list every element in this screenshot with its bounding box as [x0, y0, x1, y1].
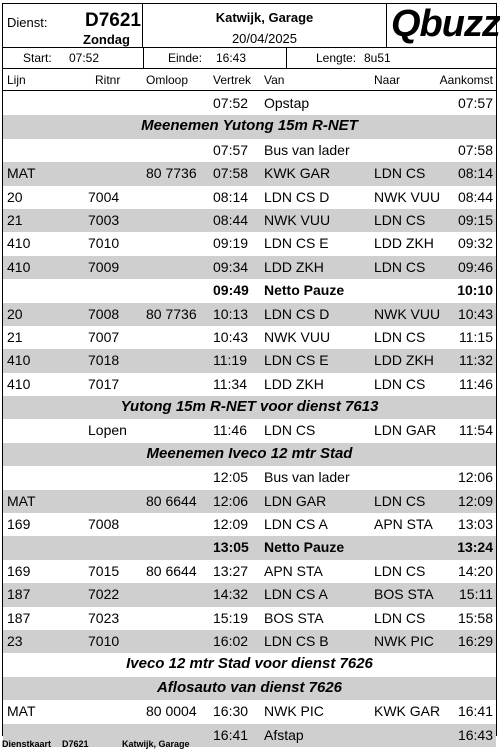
cell-naar: LDN CS: [374, 328, 426, 345]
table-row: [3, 560, 496, 583]
cell-ritnr: 7023: [88, 609, 120, 626]
cell-aankomst: 11:15: [459, 328, 493, 345]
cell-aankomst: 15:11: [459, 586, 493, 603]
section-row: [3, 396, 496, 419]
logo-cell: [387, 3, 500, 47]
cell-vertrek: 14:32: [213, 586, 249, 603]
lengte-value: 8u51: [364, 51, 391, 65]
cell-vertrek: 08:14: [213, 188, 249, 205]
col-lijn: Lijn: [7, 73, 26, 87]
cell-lijn: 410: [7, 235, 31, 252]
cell-van: LDN CS A: [264, 516, 328, 533]
pause-row: [3, 279, 496, 302]
table-row: [3, 303, 496, 326]
einde-label: Einde:: [168, 51, 203, 65]
cell-omloop: 80 7736: [146, 165, 197, 182]
cell-van: NWK VUU: [264, 328, 331, 345]
cell-van: Bus van lader: [264, 141, 350, 158]
date: 20/04/2025: [231, 31, 298, 46]
dienst-day: Zondag: [83, 32, 130, 47]
col-van: Van: [264, 73, 285, 87]
cell-van: LDN CS: [264, 422, 316, 439]
cell-aankomst: 08:44: [457, 188, 493, 205]
cell-vertrek: 13:27: [213, 562, 249, 579]
cell-lijn: 169: [7, 562, 31, 579]
cell-aankomst: 07:57: [457, 95, 493, 111]
cell-vertrek: 10:43: [213, 328, 249, 345]
cell-van: KWK GAR: [264, 165, 331, 182]
cell-naar: LDN CS: [374, 562, 426, 579]
location-cell: [143, 4, 387, 47]
duty-cell: [3, 4, 143, 47]
cell-naar: NWK VUU: [374, 188, 441, 205]
cell-ritnr: 7008: [88, 516, 120, 533]
table-row: [3, 232, 496, 255]
col-vertrek: Vertrek: [213, 73, 252, 87]
cell-naar: LDN CS: [374, 492, 426, 509]
cell-vertrek: 12:05: [213, 469, 249, 486]
section-row: [3, 653, 496, 676]
section-title: Meenemen Yutong 15m R-NET: [141, 117, 358, 135]
cell-vertrek: 11:19: [213, 352, 247, 369]
table-row: [3, 583, 496, 606]
cell-vertrek: 07:52: [213, 95, 249, 111]
cell-aankomst: 10:43: [457, 305, 493, 322]
cell-vertrek: 12:09: [213, 516, 249, 533]
cell-naar: NWK PIC: [374, 632, 434, 649]
cell-van: Opstap: [264, 95, 310, 111]
cell-aankomst: 12:06: [457, 469, 493, 486]
section-row: [3, 677, 496, 700]
cell-vertrek: 07:58: [213, 165, 249, 182]
column-headers: [3, 69, 496, 91]
cell-lijn: 21: [7, 211, 23, 228]
cell-ritnr: 7008: [88, 305, 120, 322]
start-value: 07:52: [69, 51, 100, 65]
footer-title: Dienstkaart: [2, 739, 52, 749]
table-row: [3, 162, 496, 185]
cell-ritnr: 7017: [88, 375, 120, 392]
cell-naar: LDN CS: [374, 375, 426, 392]
cell-ritnr: 7003: [88, 211, 120, 228]
cell-aankomst: 09:15: [457, 211, 493, 228]
table-row: [3, 92, 496, 115]
cell-aankomst: 11:46: [459, 375, 493, 392]
cell-naar: LDN CS: [374, 211, 426, 228]
card-header: [3, 3, 500, 48]
table-row: [3, 209, 496, 232]
cell-lijn: 187: [7, 586, 31, 603]
dienst-label: Dienst:: [7, 15, 48, 30]
section-title: Iveco 12 mtr Stad voor dienst 7626: [126, 655, 373, 673]
cell-van: APN STA: [264, 562, 323, 579]
cell-vertrek: 16:30: [213, 703, 249, 720]
cell-aankomst: 13:03: [457, 516, 493, 533]
table-row: [3, 139, 496, 162]
cell-lijn: 187: [7, 609, 31, 626]
section-title: Aflosauto van dienst 7626: [156, 678, 343, 696]
cell-vertrek: 09:19: [213, 235, 249, 252]
cell-aankomst: 11:32: [459, 352, 493, 369]
table-row: [3, 326, 496, 349]
cell-naar: LDN CS: [374, 258, 426, 275]
cell-lijn: 410: [7, 352, 31, 369]
cell-vertrek: 11:34: [213, 375, 247, 392]
cell-lijn: 20: [7, 305, 23, 322]
cell-aankomst: 14:20: [457, 562, 493, 579]
table-row: [3, 513, 496, 536]
cell-aankomst: 09:32: [457, 235, 493, 252]
cell-lijn: 410: [7, 375, 31, 392]
cell-naar: LDD ZKH: [374, 352, 434, 369]
cell-van: Bus van lader: [264, 469, 350, 486]
cell-van: LDN CS D: [264, 305, 330, 322]
cell-vertrek: 16:41: [213, 726, 249, 743]
location: Katwijk, Garage: [215, 10, 314, 25]
cell-lijn: MAT: [7, 703, 36, 720]
cell-ritnr: 7010: [88, 235, 120, 252]
cell-van: Netto Pauze: [264, 282, 345, 299]
cell-ritnr: 7004: [88, 188, 120, 205]
cell-aankomst: 07:58: [457, 141, 493, 158]
einde-value: 16:43: [216, 51, 247, 65]
cell-aankomst: 16:41: [457, 703, 493, 720]
cell-naar: BOS STA: [374, 586, 434, 603]
table-row: [3, 419, 496, 442]
section-title: Meenemen Iveco 12 mtr Stad: [146, 444, 353, 462]
table-row: [3, 607, 496, 630]
cell-aankomst: 15:58: [457, 609, 493, 626]
cell-naar: LDN CS: [374, 609, 426, 626]
cell-vertrek: 13:05: [213, 539, 249, 556]
cell-vertrek: 16:02: [213, 632, 249, 649]
cell-vertrek: 09:34: [213, 258, 249, 275]
cell-naar: LDN GAR: [374, 422, 437, 439]
cell-ritnr: 7018: [88, 352, 120, 369]
table-row: [3, 256, 496, 279]
cell-van: LDN CS A: [264, 586, 328, 603]
cell-aankomst: 08:14: [457, 165, 493, 182]
cell-aankomst: 11:54: [459, 422, 493, 439]
cell-aankomst: 16:29: [457, 632, 493, 649]
cell-vertrek: 12:06: [213, 492, 249, 509]
col-omloop: Omloop: [146, 73, 189, 87]
cell-naar: KWK GAR: [374, 703, 441, 720]
lengte-label: Lengte:: [316, 51, 357, 65]
cell-vertrek: 15:19: [213, 609, 249, 626]
schedule-rows: [3, 92, 496, 747]
times-bar: [3, 48, 496, 69]
cell-lijn: MAT: [7, 492, 36, 509]
col-ritnr: Ritnr: [95, 73, 121, 87]
table-row: [3, 373, 496, 396]
section-row: [3, 443, 496, 466]
cell-vertrek: 07:57: [213, 141, 249, 158]
dienst-number: D7621: [85, 10, 141, 31]
cell-ritnr: 7009: [88, 258, 120, 275]
cell-aankomst: 16:43: [457, 726, 493, 743]
section-row: [3, 115, 496, 138]
cell-van: NWK VUU: [264, 211, 331, 228]
cell-omloop: 80 6644: [146, 492, 197, 509]
cell-lijn: MAT: [7, 165, 36, 182]
cell-van: LDD ZKH: [264, 258, 324, 275]
cell-lijn: 23: [7, 632, 23, 649]
footer-dienst: D7621: [62, 739, 89, 749]
cell-lijn: 20: [7, 188, 23, 205]
cell-aankomst: 12:09: [457, 492, 493, 509]
cell-lijn: 169: [7, 516, 31, 533]
cell-vertrek: 09:49: [213, 282, 249, 299]
cell-lijn: 410: [7, 258, 31, 275]
cell-ritnr: Lopen: [88, 422, 127, 439]
cell-van: LDN CS E: [264, 235, 329, 252]
cell-aankomst: 09:46: [457, 258, 493, 275]
cell-ritnr: 7007: [88, 328, 120, 345]
cell-vertrek: 10:13: [213, 305, 249, 322]
table-row: [3, 630, 496, 653]
cell-van: LDN CS D: [264, 188, 330, 205]
table-row: [3, 490, 496, 513]
cell-ritnr: 7010: [88, 632, 120, 649]
cell-van: BOS STA: [264, 609, 324, 626]
table-row: [3, 186, 496, 209]
cell-van: Netto Pauze: [264, 539, 345, 556]
pause-row: [3, 536, 496, 559]
table-row: [3, 349, 496, 372]
cell-naar: APN STA: [374, 516, 433, 533]
table-row: [3, 700, 496, 723]
cell-van: NWK PIC: [264, 703, 324, 720]
cell-van: LDN CS E: [264, 352, 329, 369]
cell-vertrek: 08:44: [213, 211, 249, 228]
start-label: Start:: [23, 51, 52, 65]
cell-vertrek: 11:46: [213, 422, 247, 439]
col-aankomst: Aankomst: [439, 73, 493, 87]
cell-van: LDN GAR: [264, 492, 327, 509]
col-naar: Naar: [374, 73, 401, 87]
cell-van: LDD ZKH: [264, 375, 324, 392]
duty-card: [2, 3, 500, 743]
table-row: [3, 466, 496, 489]
cell-omloop: 80 0004: [146, 703, 197, 720]
cell-naar: LDD ZKH: [374, 235, 434, 252]
cell-ritnr: 7015: [88, 562, 120, 579]
cell-lijn: 21: [7, 328, 23, 345]
footer-location: Katwijk, Garage: [122, 739, 190, 749]
qbuzz-logo: Qbuzz: [391, 3, 500, 45]
cell-naar: LDN CS: [374, 165, 426, 182]
cell-van: Afstap: [264, 726, 304, 743]
cell-omloop: 80 7736: [146, 305, 197, 322]
cell-van: LDN CS B: [264, 632, 329, 649]
cell-aankomst: 13:24: [457, 539, 493, 556]
cell-aankomst: 10:10: [457, 282, 493, 299]
cell-omloop: 80 6644: [146, 562, 197, 579]
section-title: Yutong 15m R-NET voor dienst 7613: [120, 398, 379, 416]
cell-ritnr: 7022: [88, 586, 120, 603]
cell-naar: NWK VUU: [374, 305, 441, 322]
